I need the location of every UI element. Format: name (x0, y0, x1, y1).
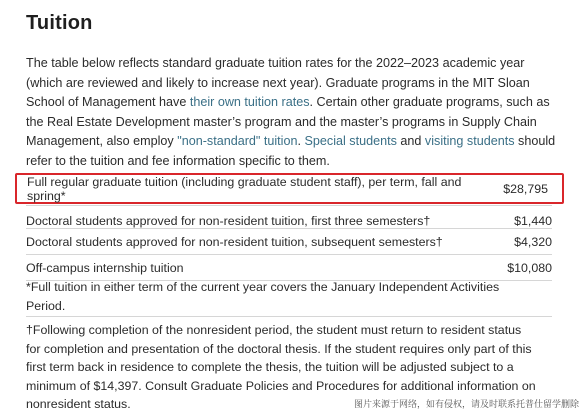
special-students-link[interactable]: Special students (304, 134, 397, 148)
intro-text-2: . Certain other graduate programs, such as the Real Estate Development master’s program and the master’s programs in Supply Chain Management, also employ (26, 95, 550, 148)
intro-text-1: The table below reflects standard graduate tuition rates for the 2022–2023 academic year (which are reviewed and likely to increase next year). Graduate programs in the MIT Sloan School of Management have (26, 56, 530, 109)
own-tuition-rates-link[interactable]: their own tuition rates (189, 95, 310, 109)
tuition-amount: $10,080 (507, 260, 552, 275)
intro-text-4: and (396, 134, 425, 148)
full-tuition-footnote: *Full tuition in either term of the current year covers the January Independent Activities Period. (26, 280, 500, 313)
intro-text-5: should refer to the tuition and fee information specific to them. (26, 134, 556, 168)
tuition-description: Doctoral students approved for non-resident tuition, first three semesters† (26, 214, 431, 228)
tuition-description: Doctoral students approved for non-resident tuition, subsequent semesters† (26, 234, 443, 249)
full-tuition-amount: $28,795 (503, 181, 548, 196)
tuition-amount: $4,320 (514, 234, 552, 249)
full-tuition-description: Full regular graduate tuition (including graduate student staff), per term, fall and spring* (27, 174, 462, 203)
tuition-description: Off-campus internship tuition (26, 260, 184, 275)
table-row (26, 229, 552, 255)
highlighted-tuition-row (15, 173, 564, 204)
page-title: Tuition (26, 12, 93, 34)
intro-text-3: . (297, 134, 305, 148)
nonresident-footnote: †Following completion of the nonresident period, the student must return to resident status for completion and presentation of the doctoral thesis. If the student requires only part of this first term back in residence to complete the thesis, the tuition will be adjusted subject to a minimum of $14,397. Consult Graduate Policies and Procedures for additional information on nonresident status. (26, 323, 536, 411)
non-standard-tuition-link[interactable]: "non-standard" tuition (177, 134, 298, 148)
image-source-watermark: 图片来源于网络，如有侵权，请及时联系托普仕留学删除 (353, 400, 579, 410)
footnote-divider (26, 316, 552, 317)
intro-paragraph (26, 54, 556, 171)
table-row (26, 206, 552, 229)
tuition-amount: $1,440 (514, 214, 552, 228)
visiting-students-link[interactable]: visiting students (424, 134, 515, 148)
